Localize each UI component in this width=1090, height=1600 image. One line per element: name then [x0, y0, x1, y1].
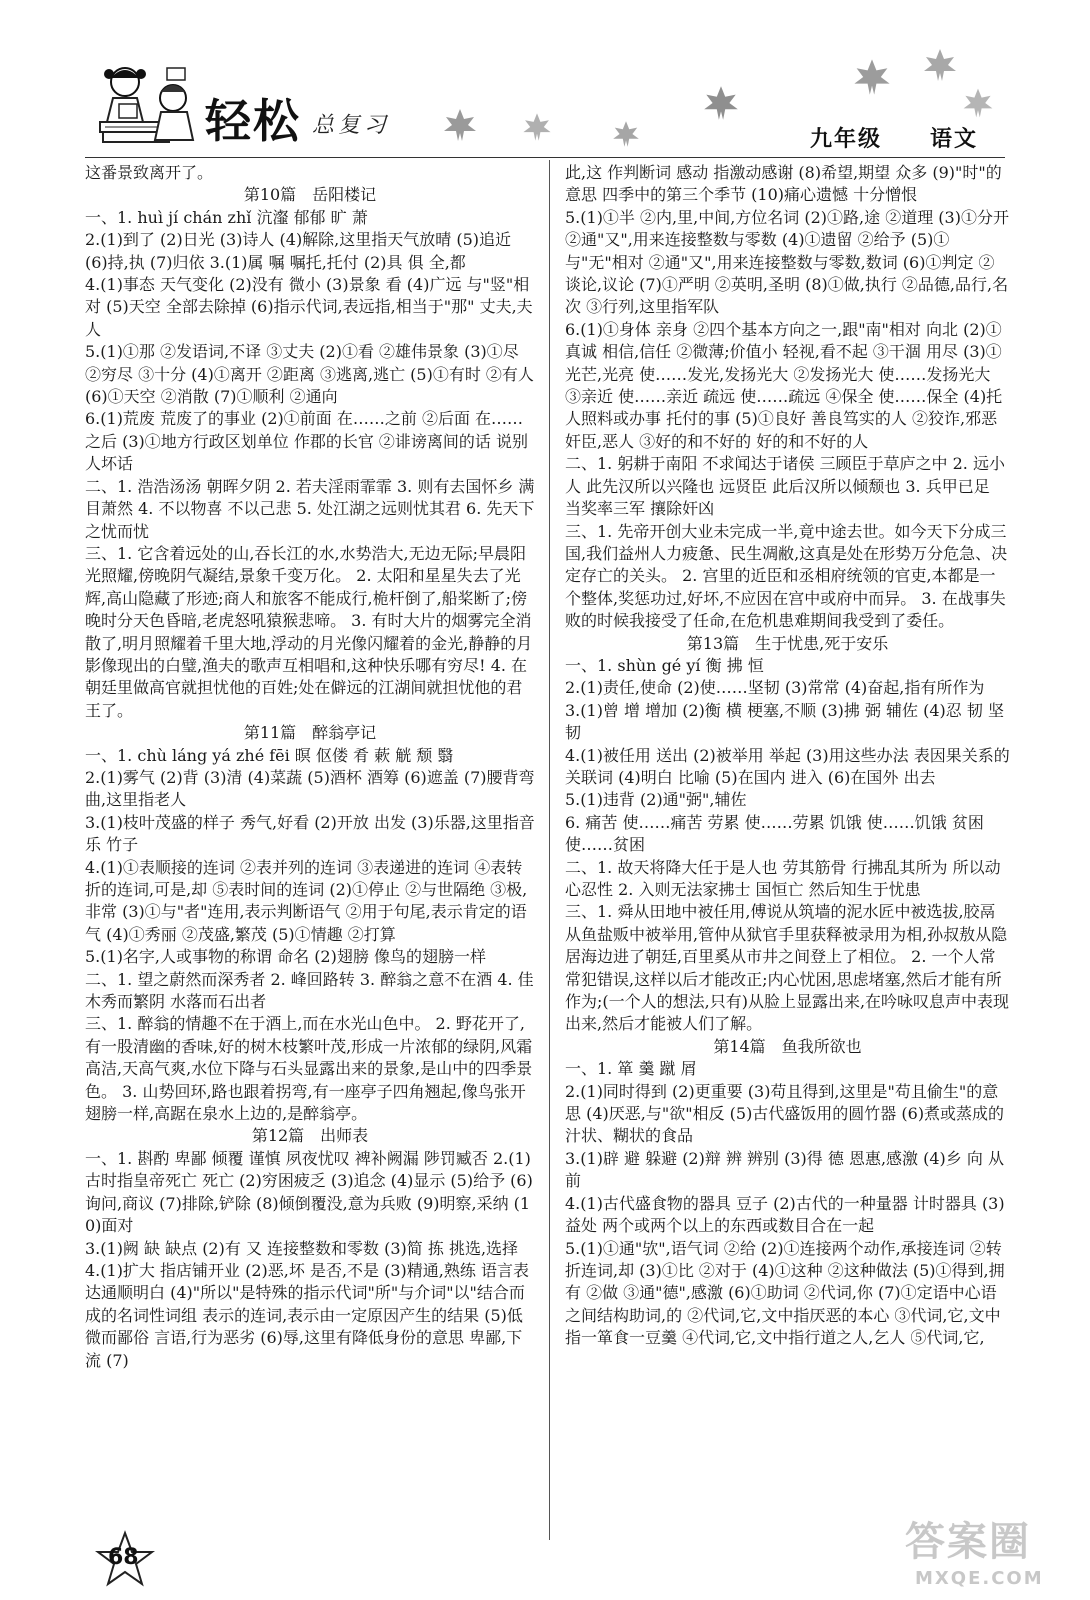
brand-subtitle: 总复习 — [312, 113, 391, 138]
reading-children-illustration — [95, 60, 205, 150]
answer-paragraph: 2.(1)责任,使命 (2)使……坚韧 (3)常常 (4)奋起,指有所作为 — [565, 678, 985, 698]
answer-paragraph: 4.(1)事态 天气变化 (2)没有 微小 (3)景象 看 (4)广远 与"竖"相对 (5)天空 全部去除掉 (6)指示代词,表远指,相当于"那" 丈夫,夫人 — [85, 275, 533, 339]
answer-paragraph: 3.(1)辟 避 躲避 (2)辩 辨 辨别 (3)得 德 恩惠,感激 (4)乡 向 从前 — [565, 1148, 1004, 1191]
answer-paragraph: 4.(1)古代盛食物的器具 豆子 (2)古代的一种量器 计时器具 (3)益处 两个或两个以上的东西或数目合在一起 — [565, 1193, 1005, 1236]
answer-paragraph: 4.(1)被任用 送出 (2)被举用 举起 (3)用这些办法 表因果关系的关联词 (4)明白 比喻 (5)在国内 进入 (6)在国外 出去 — [565, 745, 1010, 787]
maple-leaf-icon — [700, 82, 742, 124]
right-text-column — [565, 162, 1010, 1350]
answer-paragraph: 一、1. shùn gé yí 衡 拂 恒 — [565, 655, 764, 675]
maple-leaf-icon — [960, 85, 996, 121]
answer-paragraph: 6. 痛苦 使……痛苦 劳累 使……劳累 饥饿 使……饥饿 贫困 使……贫困 — [565, 812, 984, 855]
answer-paragraph: 6.(1)①身体 亲身 ②四个基本方向之一,跟"南"相对 向北 (2)①真诚 相信,信任 ②微薄;价值小 轻视,看不起 ③干涸 用尽 (3)①光芒,光亮 使……发光,发扬光大 ②发扬光大 使……发扬光大 ③亲近 使……亲近 疏远 使……疏远 ④保全 使……保全 (4)托人照料或办事 托付的事 (5)①良好 善良笃实的人 ②狡诈,邪恶 奸臣,恶人 ③好的和不好的 好的和不好的人 — [565, 319, 1003, 451]
answer-paragraph: 5.(1)①通"欤",语气词 ②给 (2)①连接两个动作,承接连词 ②转折连词,却 (3)①比 ②对于 (4)①这种 ②这种做法 (5)①得到,拥有 ②做 ③通"德",感激 (6)①助词 ②代词,你 (7)①定语中心语之间结构助词,的 ②代词,它,文中指厌恶的本心 ③代词,它,文中指一箪食一豆羹 ④代词,它,文中指行道之人,乞人 ⑤代词,它, — [565, 1238, 1005, 1348]
section-title: 第12篇 出师表 — [251, 1126, 369, 1146]
grade-label: 九年级 — [810, 127, 883, 152]
answer-paragraph: 5.(1)①半 ②内,里,中间,方位名词 (2)①路,途 ②道理 (3)①分开 ②通"又",用来连接整数与零数 (4)①遗留 ②给予 (5)①与"无"相对 ②通"又",用来连接整数与零数,数词 (6)①判定 ②谈论,议论 (7)①严明 ②英明,圣明 (8)①做,执行 ②品德,品行,名次 ③行列,这里指军队 — [565, 207, 1009, 317]
answer-paragraph: 一、1. huì jí chán zhǐ 沆瀣 郁郁 旷 萧 — [85, 207, 368, 227]
answer-paragraph: 3.(1)阙 缺 缺点 (2)有 又 连接整数和零数 (3)简 拣 挑选,选择 — [85, 1238, 519, 1258]
answer-paragraph: 这番景致离开了。 — [85, 163, 214, 182]
answer-paragraph: 此,这 作判断词 感动 指激动感谢 (8)希望,期望 众多 (9)"时"的意思 四季中的第三个季节 (10)痛心遗憾 十分憎恨 — [565, 163, 1002, 205]
answer-paragraph: 5.(1)名字,人或事物的称谓 命名 (2)翅膀 像鸟的翅膀一样 — [85, 947, 486, 967]
answer-paragraph: 二、1. 故天将降大任于是人也 劳其筋骨 行拂乱其所为 所以动心忍性 2. 入则无法家拂士 国恒亡 然后知生于忧患 — [565, 857, 1001, 899]
watermark-domain: MXQE.COM — [915, 1568, 1044, 1589]
answer-paragraph: 3.(1)曾 增 增加 (2)衡 横 梗塞,不顺 (3)拂 弼 辅佐 (4)忍 韧 坚韧 — [565, 700, 1004, 743]
page-number: 68 — [108, 1545, 139, 1570]
answer-paragraph: 一、1. 斟酌 卑鄙 倾覆 谨慎 夙夜忧叹 裨补阙漏 陟罚臧否 2.(1)古时指皇帝死亡 死亡 (2)穷困疲乏 (3)追念 (4)显示 (5)给予 (6)询问,商议 (7)排除,铲除 (8)倾倒覆没,意为兵败 (9)明察,采纳 (10)面对 — [85, 1148, 533, 1236]
maple-leaf-icon — [610, 118, 642, 150]
answer-paragraph: 5.(1)违背 (2)通"弼",辅佐 — [565, 790, 747, 810]
answer-paragraph: 二、1. 望之蔚然而深秀者 2. 峰回路转 3. 醉翁之意不在酒 4. 佳木秀而繁阴 水落而石出者 — [85, 969, 534, 1012]
answer-paragraph: 三、1. 舜从田地中被任用,傅说从筑墙的泥水匠中被选拔,胶鬲从鱼盐贩中被举用,管仲从狱官手里获释被录用为相,孙叔敖从隐居海边进了朝廷,百里奚从市井之间登上了相位。 2. 一个人常常犯错误,这样以后才能改正;内心忧困,思虑堵塞,然后才能有所作为;(一个人的想法,只有)从脸上显露出来,在吟咏叹息声中表现出来,然后才能被人们了解。 — [565, 902, 1010, 1034]
answer-paragraph: 6.(1)荒废 荒废了的事业 (2)①前面 在……之前 ②后面 在……之后 (3)①地方行政区划单位 作郡的长官 ②诽谤离间的话 说别人坏话 — [85, 409, 529, 474]
subject-label: 语文 — [930, 127, 979, 152]
column-divider — [549, 160, 550, 1540]
left-text-column — [85, 162, 535, 1372]
answer-paragraph: 2.(1)到了 (2)日光 (3)诗人 (4)解除,这里指天气放晴 (5)追近 (6)持,执 (7)归依 3.(1)属 嘱 嘱托,托付 (2)具 俱 全,都 — [85, 230, 512, 272]
answer-paragraph: 一、1. 箪 羹 蹴 屑 — [565, 1059, 697, 1079]
maple-leaf-icon — [850, 55, 894, 99]
answer-paragraph: 4.(1)扩大 指店铺开业 (2)恶,坏 是否,不是 (3)精通,熟练 语言表达通顺明白 (4)"所以"是特殊的指示代词"所"与介词"以"结合而成的名词性词组 表示的连词,表示由一定原因产生的结果 (5)低微而鄙俗 言语,行为恶劣 (6)辱,这里有降低身份的意思 卑鄙,下流 (7) — [85, 1260, 529, 1370]
section-title: 第11篇 醉翁亭记 — [243, 723, 377, 743]
section-title: 第10篇 岳阳楼记 — [243, 185, 377, 205]
maple-leaf-icon — [440, 105, 480, 145]
answer-paragraph: 2.(1)雾气 (2)背 (3)清 (4)菜蔬 (5)酒杯 酒筹 (6)遮盖 (7)腰背弯曲,这里指老人 — [85, 767, 535, 810]
brand-title: 轻松 — [205, 94, 301, 148]
maple-leaf-icon — [520, 110, 554, 144]
header-rule — [85, 157, 1005, 158]
answer-paragraph: 2.(1)同时得到 (2)更重要 (3)苟且得到,这里是"苟且偷生"的意思 (4)厌恶,与"欲"相反 (5)古代盛饭用的圆竹器 (6)煮或蒸成的汁状、糊状的食品 — [565, 1081, 1005, 1146]
answer-paragraph: 二、1. 浩浩汤汤 朝晖夕阴 2. 若夫淫雨霏霏 3. 则有去国怀乡 满目萧然 4. 不以物喜 不以己悲 5. 处江湖之远则忧其君 6. 先天下之忧而忧 — [85, 476, 535, 541]
answer-paragraph: 4.(1)①表顺接的连词 ②表并列的连词 ③表递进的连词 ④表转折的连词,可是,却 ⑤表时间的连词 (2)①停止 ②与世隔绝 ③极,非常 (3)①与"者"连用,表示判断语气 ②用于句尾,表示肯定的语气 (4)①秀丽 ②茂盛,繁茂 (5)①情趣 ②打算 — [85, 857, 528, 944]
answer-paragraph: 3.(1)枝叶茂盛的样子 秀气,好看 (2)开放 出发 (3)乐器,这里指音乐 竹子 — [85, 812, 535, 855]
answer-paragraph: 三、1. 醉翁的情趣不在于酒上,而在水光山色中。 2. 野花开了,有一股清幽的香味,好的树木枝繁叶茂,形成一片浓郁的绿阴,风霜高洁,天高气爽,水位下降与石头显露出来的景象,是山中的四季景色。 3. 山势回环,路也跟着拐弯,有一座亭子四角翘起,像鸟张开翅膀一样,高踞在泉水上边的,是醉翁亭。 — [85, 1014, 533, 1124]
maple-leaf-icon — [920, 45, 960, 85]
answer-paragraph: 一、1. chù láng yá zhé fēi 暝 伛偻 肴 蔌 觥 颓 翳 — [85, 745, 454, 765]
answer-paragraph: 二、1. 躬耕于南阳 不求闻达于诸侯 三顾臣于草庐之中 2. 远小人 此先汉所以兴隆也 远贤臣 此后汉所以倾颓也 3. 兵甲已足 当奖率三军 攘除奸凶 — [565, 454, 1005, 519]
answer-paragraph: 三、1. 它含着远处的山,吞长江的水,水势浩大,无边无际;早晨阳光照耀,傍晚阴气凝结,景象千变万化。 2. 太阳和星星失去了光辉,高山隐藏了形迹;商人和旅客不能成行,桅杆倒了,船桨断了;傍晚时分天色昏暗,老虎怒吼猿猴悲啼。 3. 有时大片的烟雾完全消散了,明月照耀着千里大地,浮动的月光像闪耀着的金光,静静的月影像现出的白璧,渔夫的歌声互相唱和,这种快乐哪有穷尽! 4. 在朝廷里做高官就担忧他的百姓;处在僻远的江湖间就担忧他的君王了。 — [85, 543, 533, 720]
section-title: 第14篇 鱼我所欲也 — [713, 1036, 862, 1056]
page-header — [0, 0, 1090, 160]
answer-paragraph: 三、1. 先帝开创大业未完成一半,竟中途去世。如今天下分成三国,我们益州人力疲惫、民生凋敝,这真是处在形势万分危急、决定存亡的关头。 2. 宫里的近臣和丞相府统领的官吏,本都是一个整体,奖惩功过,好坏,不应因在宫中或府中而异。 3. 在战事失败的时候我接受了任命,在危机患难期间我受到了委任。 — [565, 521, 1008, 631]
section-title: 第13篇 生于忧患,死于安乐 — [686, 633, 889, 653]
watermark-logo-text: 答案圈 — [905, 1519, 1031, 1565]
answer-paragraph: 5.(1)①那 ②发语词,不译 ③丈夫 (2)①看 ②雄伟景象 (3)①尽 ②穷尽 ③十分 (4)①离开 ②距离 ③逃离,逃亡 (5)①有时 ②有人 (6)①天空 ②消散 (7)①顺利 ②通向 — [85, 342, 534, 407]
